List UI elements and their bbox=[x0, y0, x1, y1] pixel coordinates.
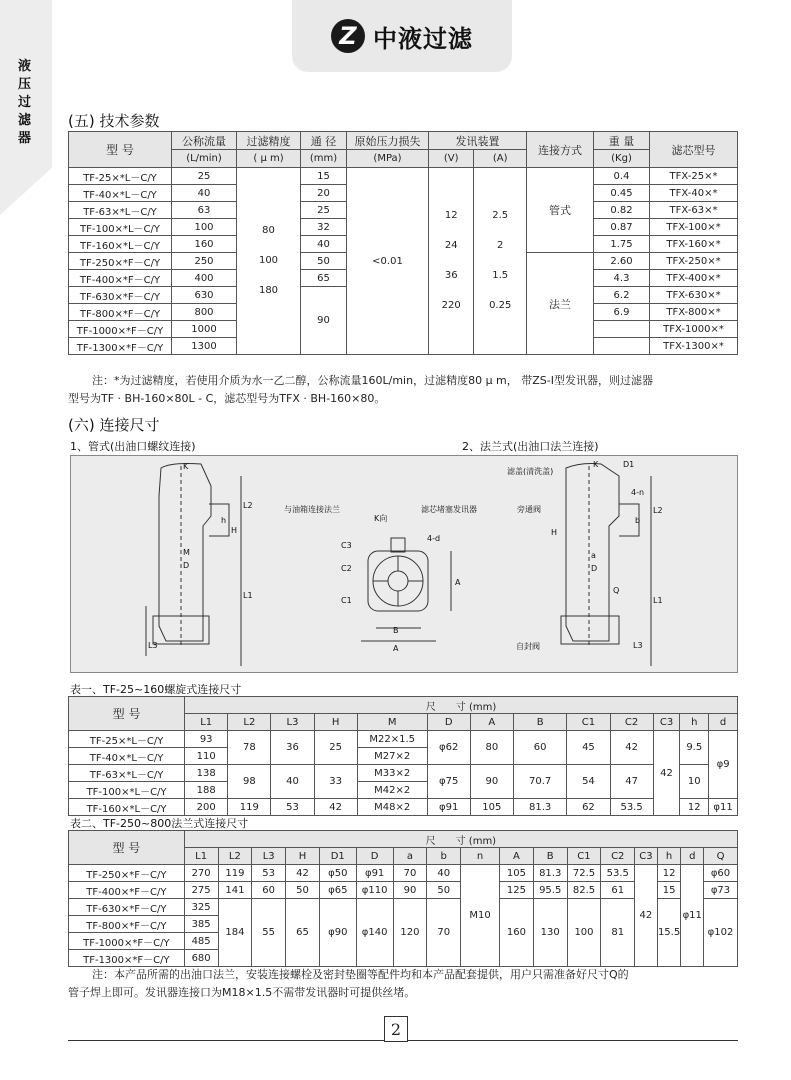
unit-dn: (mm) bbox=[301, 150, 347, 168]
col-prec: 过滤精度 bbox=[237, 132, 301, 150]
a-cell: 125 bbox=[500, 882, 534, 899]
element-cell: TFX-100×* bbox=[650, 219, 738, 236]
label-cap: 滤盖(清洗盖) bbox=[507, 467, 554, 476]
b-cell: 130 bbox=[533, 899, 567, 967]
h-cell: 50 bbox=[286, 882, 320, 899]
l2-cell: 184 bbox=[218, 899, 252, 967]
q-cell: φ73 bbox=[704, 882, 738, 899]
col-a-small: a bbox=[393, 848, 427, 865]
label-d: D bbox=[183, 561, 190, 570]
weight-cell: 4.3 bbox=[594, 270, 650, 287]
l3-cell: 53 bbox=[252, 865, 286, 882]
weight-cell: 0.87 bbox=[594, 219, 650, 236]
col-element: 滤芯型号 bbox=[650, 132, 738, 168]
col-dn: 通 径 bbox=[301, 132, 347, 150]
flow-cell: 40 bbox=[172, 185, 237, 202]
q-cell: φ102 bbox=[704, 899, 738, 967]
ds-cell: φ11 bbox=[709, 799, 738, 816]
c2-cell: 47 bbox=[610, 765, 653, 799]
unit-wt: (Kg) bbox=[594, 150, 650, 168]
element-cell: TFX-800×* bbox=[650, 304, 738, 321]
unit-prec: ( μ m) bbox=[237, 150, 301, 168]
c2-cell: 42 bbox=[610, 731, 653, 765]
model-cell: TF-25×*L－C/Y bbox=[69, 168, 172, 185]
note-1-line-1: 注：*为过滤精度，若使用介质为水一乙二醇，公称流量160L/min，过滤精度80 μ m， 带ZS-I型发讯器，则过滤器 bbox=[92, 374, 654, 387]
weight-cell: 1.75 bbox=[594, 236, 650, 253]
m-cell: M33×2 bbox=[357, 765, 427, 782]
note-1-line-2: 型号为TF · BH-160×80L - C，滤芯型号为TFX · BH-160×80。 bbox=[68, 392, 386, 405]
table1-title: 表一、TF-25~160螺旋式连接尺寸 bbox=[70, 683, 242, 696]
col-model: 型 号 bbox=[69, 697, 185, 731]
col-h: H bbox=[314, 714, 357, 731]
l2-cell: 98 bbox=[228, 765, 271, 799]
l2-cell: 119 bbox=[218, 865, 252, 882]
l2-cell: 78 bbox=[228, 731, 271, 765]
dimension-diagram bbox=[70, 455, 738, 673]
label-plug-sensor: 滤芯堵塞发讯器 bbox=[421, 505, 477, 514]
m-cell: M27×2 bbox=[357, 748, 427, 765]
c1-cell: 45 bbox=[567, 731, 610, 765]
col-c1: C1 bbox=[567, 848, 601, 865]
model-cell: TF-630×*F－C/Y bbox=[69, 899, 185, 916]
b-cell: 60 bbox=[513, 731, 566, 765]
h-cell: 65 bbox=[286, 899, 320, 967]
section-title-conn: (六) 连接尺寸 bbox=[68, 416, 160, 434]
h-cell: 42 bbox=[286, 865, 320, 882]
label-h-right: H bbox=[551, 528, 558, 537]
label-4d: 4-d bbox=[427, 534, 441, 543]
col-m: M bbox=[357, 714, 427, 731]
volt-value: 36 bbox=[444, 270, 458, 281]
flow-cell: 400 bbox=[172, 270, 237, 287]
l2-cell: 119 bbox=[228, 799, 271, 816]
page-number: 2 bbox=[384, 1016, 408, 1042]
brand-name: 中液过滤 bbox=[373, 24, 473, 53]
amp-value: 1.5 bbox=[492, 270, 509, 281]
flow-cell: 1300 bbox=[172, 338, 237, 355]
a-small-cell: 120 bbox=[393, 899, 427, 967]
c2-cell: 53.5 bbox=[610, 799, 653, 816]
model-cell: TF-100×*L－C/Y bbox=[69, 782, 185, 799]
model-cell: TF-40×*L－C/Y bbox=[69, 748, 185, 765]
h-cell: 33 bbox=[314, 765, 357, 799]
c1-cell: 82.5 bbox=[567, 882, 601, 899]
table2-title: 表二、TF-250~800法兰式连接尺寸 bbox=[70, 817, 249, 830]
label-a-bottom: A bbox=[393, 644, 399, 653]
a-small-cell: 90 bbox=[393, 882, 427, 899]
col-d: D bbox=[427, 714, 470, 731]
model-cell: TF-400×*F－C/Y bbox=[69, 882, 185, 899]
model-cell: TF-160×*L－C/Y bbox=[69, 236, 172, 253]
l1-cell: 188 bbox=[185, 782, 228, 799]
weight-cell: 0.45 bbox=[594, 185, 650, 202]
c1-cell: 72.5 bbox=[567, 865, 601, 882]
label-q: Q bbox=[613, 586, 620, 595]
note-2-line-1: 注：本产品所需的出油口法兰，安装连接螺栓及密封垫圈等配件均和本产品配套提供，用户只需准备好尺寸Q的 bbox=[92, 968, 629, 981]
l3-cell: 53 bbox=[271, 799, 314, 816]
c1-cell: 54 bbox=[567, 765, 610, 799]
dn-cell: 65 bbox=[301, 270, 347, 287]
element-cell: TFX-1300×* bbox=[650, 338, 738, 355]
flow-cell: 100 bbox=[172, 219, 237, 236]
flow-cell: 1000 bbox=[172, 321, 237, 338]
model-cell: TF-800×*F－C/Y bbox=[69, 304, 172, 321]
conn-pipe-cell: 管式 bbox=[527, 168, 594, 253]
col-a: A bbox=[470, 714, 513, 731]
d-cell: φ140 bbox=[356, 899, 393, 967]
label-b: B bbox=[393, 626, 399, 635]
element-cell: TFX-25×* bbox=[650, 168, 738, 185]
h-cell: 42 bbox=[314, 799, 357, 816]
c1-cell: 62 bbox=[567, 799, 610, 816]
h-cell: 25 bbox=[314, 731, 357, 765]
weight-cell: 0.4 bbox=[594, 168, 650, 185]
col-model: 型 号 bbox=[69, 132, 172, 168]
unit-loss: (MPa) bbox=[347, 150, 429, 168]
col-a: A bbox=[500, 848, 534, 865]
c2-cell: 53.5 bbox=[601, 865, 635, 882]
element-cell: TFX-630×* bbox=[650, 287, 738, 304]
d-cell: φ91 bbox=[356, 865, 393, 882]
col-b: B bbox=[513, 714, 566, 731]
col-loss: 原始压力损失 bbox=[347, 132, 429, 150]
b-cell: 81.3 bbox=[533, 865, 567, 882]
label-d-right: D bbox=[591, 564, 598, 573]
amp-value: 0.25 bbox=[489, 300, 512, 311]
volt-value: 220 bbox=[441, 300, 461, 311]
model-cell: TF-1000×*F－C/Y bbox=[69, 321, 172, 338]
label-k: K bbox=[183, 462, 189, 471]
col-d-small: d bbox=[709, 714, 738, 731]
label-c2: C2 bbox=[341, 564, 352, 573]
weight-cell: 0.82 bbox=[594, 202, 650, 219]
col-weight: 重 量 bbox=[594, 132, 650, 150]
l1-cell: 93 bbox=[185, 731, 228, 748]
col-n: n bbox=[461, 848, 500, 865]
label-m: M bbox=[183, 548, 190, 557]
prec-cell bbox=[237, 168, 301, 355]
b-small-cell: 50 bbox=[427, 882, 461, 899]
col-l1: L1 bbox=[185, 714, 228, 731]
c1-cell: 100 bbox=[567, 899, 601, 967]
label-seal-valve: 自封阀 bbox=[516, 642, 540, 651]
unit-a: (A) bbox=[474, 150, 527, 168]
col-h-small: h bbox=[680, 714, 709, 731]
n-cell: M10 bbox=[461, 865, 500, 967]
col-d: D bbox=[356, 848, 393, 865]
d1-cell: φ50 bbox=[319, 865, 356, 882]
dn-cell: 15 bbox=[301, 168, 347, 185]
element-cell: TFX-40×* bbox=[650, 185, 738, 202]
weight-cell: 6.9 bbox=[594, 304, 650, 321]
element-cell: TFX-1000×* bbox=[650, 321, 738, 338]
amp-value: 2 bbox=[497, 240, 504, 251]
b-cell: 70.7 bbox=[513, 765, 566, 799]
dn-cell: 20 bbox=[301, 185, 347, 202]
flow-cell: 250 bbox=[172, 253, 237, 270]
col-h: H bbox=[286, 848, 320, 865]
ds-cell: φ11 bbox=[681, 865, 704, 967]
l1-cell: 325 bbox=[184, 899, 218, 916]
a-cell: 80 bbox=[470, 731, 513, 765]
l3-cell: 36 bbox=[271, 731, 314, 765]
model-cell: TF-40×*L－C/Y bbox=[69, 185, 172, 202]
label-tank-flange: 与油箱连接法兰 bbox=[284, 505, 340, 514]
model-cell: TF-1000×*F－C/Y bbox=[69, 933, 185, 950]
volt-value: 12 bbox=[444, 210, 458, 221]
a-cell: 105 bbox=[500, 865, 534, 882]
model-cell: TF-1300×*F－C/Y bbox=[69, 950, 185, 967]
weight-cell bbox=[594, 338, 650, 355]
a-cell: 160 bbox=[500, 899, 534, 967]
b-small-cell: 40 bbox=[427, 865, 461, 882]
unit-flow: (L/min) bbox=[172, 150, 237, 168]
prec-value: 180 bbox=[258, 285, 279, 296]
b-cell: 81.3 bbox=[513, 799, 566, 816]
hs-cell: 12 bbox=[657, 865, 681, 882]
col-c3: C3 bbox=[653, 714, 680, 731]
label-l3-right: L3 bbox=[633, 641, 643, 650]
element-cell: TFX-400×* bbox=[650, 270, 738, 287]
volt-value: 24 bbox=[444, 240, 458, 251]
subtitle-flange: 2、法兰式(出油口法兰连接) bbox=[462, 440, 599, 453]
c2-cell: 81 bbox=[601, 899, 635, 967]
d-cell: φ91 bbox=[427, 799, 470, 816]
label-l2-right: L2 bbox=[653, 506, 663, 515]
col-dimensions: 尺 寸 (mm) bbox=[185, 697, 738, 714]
d1-cell: φ65 bbox=[319, 882, 356, 899]
label-h-lower: h bbox=[221, 516, 227, 525]
dn-cell: 32 bbox=[301, 219, 347, 236]
label-a-small: a bbox=[591, 551, 596, 560]
flow-cell: 630 bbox=[172, 287, 237, 304]
m-cell: M42×2 bbox=[357, 782, 427, 799]
model-cell: TF-1300×*F－C/Y bbox=[69, 338, 172, 355]
col-signal: 发讯装置 bbox=[429, 132, 527, 150]
element-cell: TFX-63×* bbox=[650, 202, 738, 219]
note-2-line-2: 管子焊上即可。发讯器连接口为M18×1.5不需带发讯器时可提供丝堵。 bbox=[68, 986, 416, 999]
col-model: 型 号 bbox=[69, 831, 185, 865]
m-cell: M48×2 bbox=[357, 799, 427, 816]
col-h-small: h bbox=[657, 848, 681, 865]
l3-cell: 40 bbox=[271, 765, 314, 799]
flow-cell: 160 bbox=[172, 236, 237, 253]
model-cell: TF-250×*F－C/Y bbox=[69, 253, 172, 270]
model-cell: TF-800×*F－C/Y bbox=[69, 916, 185, 933]
weight-cell bbox=[594, 321, 650, 338]
dn-cell: 40 bbox=[301, 236, 347, 253]
flow-cell: 800 bbox=[172, 304, 237, 321]
prec-value: 100 bbox=[258, 255, 279, 266]
label-k-right: K bbox=[593, 460, 599, 469]
model-cell: TF-400×*F－C/Y bbox=[69, 270, 172, 287]
col-l3: L3 bbox=[252, 848, 286, 865]
model-cell: TF-25×*L－C/Y bbox=[69, 731, 185, 748]
volts-cell bbox=[429, 168, 474, 355]
model-cell: TF-160×*L－C/Y bbox=[69, 799, 185, 816]
ds-cell: φ9 bbox=[709, 731, 738, 799]
label-c1: C1 bbox=[341, 596, 352, 605]
tech-params-table bbox=[68, 131, 738, 355]
l1-cell: 138 bbox=[185, 765, 228, 782]
col-d-small: d bbox=[681, 848, 704, 865]
b-cell: 95.5 bbox=[533, 882, 567, 899]
l1-cell: 385 bbox=[184, 916, 218, 933]
a-cell: 90 bbox=[470, 765, 513, 799]
side-tab-label: 液压过滤器 bbox=[18, 59, 32, 146]
col-conn: 连接方式 bbox=[527, 132, 594, 168]
label-d1: D1 bbox=[623, 460, 635, 469]
weight-cell: 6.2 bbox=[594, 287, 650, 304]
flange-dims-table bbox=[68, 830, 738, 967]
col-l1: L1 bbox=[184, 848, 218, 865]
col-c2: C2 bbox=[601, 848, 635, 865]
col-c3: C3 bbox=[635, 848, 658, 865]
a-cell: 105 bbox=[470, 799, 513, 816]
hs-cell: 12 bbox=[680, 799, 709, 816]
hs-cell: 9.5 bbox=[680, 731, 709, 765]
dn-cell: 90 bbox=[301, 287, 347, 355]
model-cell: TF-630×*F－C/Y bbox=[69, 287, 172, 304]
label-k-view: K向 bbox=[374, 514, 388, 523]
label-4n: 4-n bbox=[631, 488, 645, 497]
m-cell: M22×1.5 bbox=[357, 731, 427, 748]
label-l2: L2 bbox=[243, 501, 253, 510]
col-l2: L2 bbox=[228, 714, 271, 731]
label-bypass: 旁通阀 bbox=[517, 505, 541, 514]
hs-cell: 10 bbox=[680, 765, 709, 799]
hs-cell: 15 bbox=[657, 882, 681, 899]
l1-cell: 680 bbox=[184, 950, 218, 967]
l1-cell: 110 bbox=[185, 748, 228, 765]
hs-cell: 15.5 bbox=[657, 899, 681, 967]
weight-cell: 2.60 bbox=[594, 253, 650, 270]
label-l1-right: L1 bbox=[653, 596, 663, 605]
footer-rule-left bbox=[68, 1040, 384, 1041]
c2-cell: 61 bbox=[601, 882, 635, 899]
label-l3: L3 bbox=[148, 641, 158, 650]
col-l2: L2 bbox=[218, 848, 252, 865]
col-q: Q bbox=[704, 848, 738, 865]
col-b: B bbox=[533, 848, 567, 865]
amps-cell bbox=[474, 168, 527, 355]
col-l3: L3 bbox=[271, 714, 314, 731]
conn-flange-cell: 法兰 bbox=[527, 253, 594, 355]
l3-cell: 55 bbox=[252, 899, 286, 967]
element-cell: TFX-250×* bbox=[650, 253, 738, 270]
model-cell: TF-63×*L－C/Y bbox=[69, 202, 172, 219]
brand-header bbox=[292, 0, 512, 72]
l1-cell: 275 bbox=[184, 882, 218, 899]
model-cell: TF-63×*L－C/Y bbox=[69, 765, 185, 782]
b-small-cell: 70 bbox=[427, 899, 461, 967]
model-cell: TF-250×*F－C/Y bbox=[69, 865, 185, 882]
a-small-cell: 70 bbox=[393, 865, 427, 882]
subtitle-pipe: 1、管式(出油口螺纹连接) bbox=[70, 440, 196, 453]
dn-cell: 50 bbox=[301, 253, 347, 270]
model-cell: TF-100×*L－C/Y bbox=[69, 219, 172, 236]
col-c2: C2 bbox=[610, 714, 653, 731]
thread-dims-table bbox=[68, 696, 738, 816]
unit-v: (V) bbox=[429, 150, 474, 168]
col-d1: D1 bbox=[319, 848, 356, 865]
dn-cell: 25 bbox=[301, 202, 347, 219]
element-cell: TFX-160×* bbox=[650, 236, 738, 253]
label-b-small: b bbox=[635, 516, 641, 525]
section-title-tech: (五) 技术参数 bbox=[68, 112, 160, 130]
q-cell: φ60 bbox=[704, 865, 738, 882]
l1-cell: 270 bbox=[184, 865, 218, 882]
l1-cell: 485 bbox=[184, 933, 218, 950]
prec-value: 80 bbox=[262, 225, 275, 236]
l1-cell: 200 bbox=[185, 799, 228, 816]
col-flow: 公称流量 bbox=[172, 132, 237, 150]
logo-icon: Z bbox=[331, 19, 365, 53]
d-cell: φ110 bbox=[356, 882, 393, 899]
footer-rule-right bbox=[408, 1040, 738, 1041]
col-dimensions: 尺 寸 (mm) bbox=[184, 831, 737, 848]
d-cell: φ75 bbox=[427, 765, 470, 799]
label-l1: L1 bbox=[243, 591, 253, 600]
d-cell: φ62 bbox=[427, 731, 470, 765]
c3-cell: 42 bbox=[635, 865, 658, 967]
label-h-upper: H bbox=[231, 526, 238, 535]
c3-cell: 42 bbox=[653, 731, 680, 816]
loss-cell: <0.01 bbox=[347, 168, 429, 355]
d1-cell: φ90 bbox=[319, 899, 356, 967]
l3-cell: 60 bbox=[252, 882, 286, 899]
amp-value: 2.5 bbox=[492, 210, 509, 221]
label-a-side: A bbox=[455, 578, 461, 587]
flow-cell: 25 bbox=[172, 168, 237, 185]
l2-cell: 141 bbox=[218, 882, 252, 899]
col-b-small: b bbox=[427, 848, 461, 865]
col-c1: C1 bbox=[567, 714, 610, 731]
flow-cell: 63 bbox=[172, 202, 237, 219]
label-c3: C3 bbox=[341, 541, 352, 550]
